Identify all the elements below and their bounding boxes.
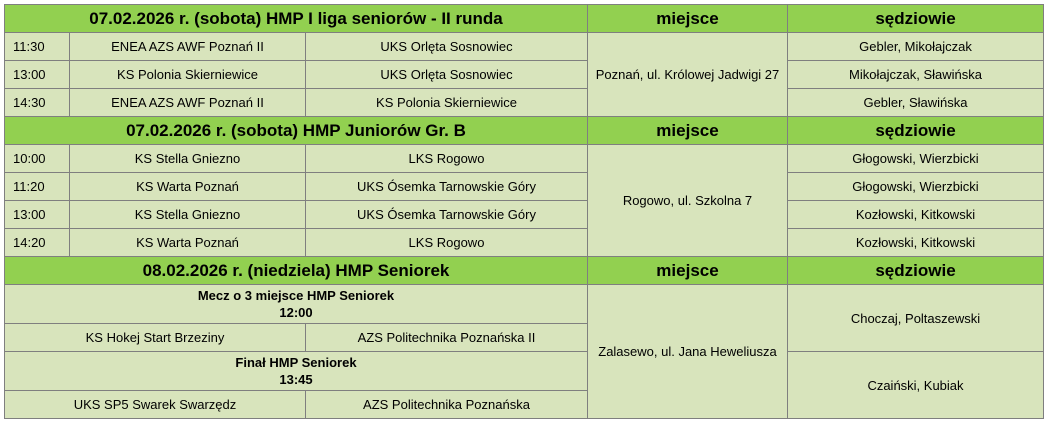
away-team: LKS Rogowo xyxy=(306,145,588,173)
game-heading xyxy=(5,285,588,324)
table-row xyxy=(5,229,1044,257)
referees: Kozłowski, Kitkowski xyxy=(788,229,1044,257)
table-row xyxy=(5,89,1044,117)
referees: Gebler, Sławińska xyxy=(788,89,1044,117)
schedule-table xyxy=(4,4,1044,419)
game-title: Mecz o 3 miejsce HMP Seniorek xyxy=(197,288,395,303)
home-team: KS Hokej Start Brzeziny xyxy=(5,324,306,352)
section1-place-header: miejsce xyxy=(588,5,788,33)
section1-header-row xyxy=(5,5,1044,33)
referees: Kozłowski, Kitkowski xyxy=(788,201,1044,229)
game-title: Finał HMP Seniorek xyxy=(235,355,357,370)
section2-header-row xyxy=(5,117,1044,145)
section3-venue: Zalasewo, ul. Jana Heweliusza xyxy=(588,285,788,419)
section2-referee-header: sędziowie xyxy=(788,117,1044,145)
away-team: UKS Ósemka Tarnowskie Góry xyxy=(306,173,588,201)
home-team: KS Warta Poznań xyxy=(70,229,306,257)
match-time: 14:20 xyxy=(5,229,70,257)
away-team: LKS Rogowo xyxy=(306,229,588,257)
home-team: KS Warta Poznań xyxy=(70,173,306,201)
section1-venue: Poznań, ul. Królowej Jadwigi 27 xyxy=(588,33,788,117)
away-team: KS Polonia Skierniewice xyxy=(306,89,588,117)
home-team: ENEA AZS AWF Poznań II xyxy=(70,89,306,117)
match-time: 13:00 xyxy=(5,201,70,229)
section1-referee-header: sędziowie xyxy=(788,5,1044,33)
section3-place-header: miejsce xyxy=(588,257,788,285)
game-title-row xyxy=(5,285,1044,324)
section3-referee-header: sędziowie xyxy=(788,257,1044,285)
home-team: KS Stella Gniezno xyxy=(70,145,306,173)
table-row xyxy=(5,33,1044,61)
match-time: 10:00 xyxy=(5,145,70,173)
referees: Gebler, Mikołajczak xyxy=(788,33,1044,61)
referees: Mikołajczak, Sławińska xyxy=(788,61,1044,89)
section1-title: 07.02.2026 r. (sobota) HMP I liga seniorów - II runda xyxy=(5,5,588,33)
game-heading xyxy=(5,352,588,391)
home-team: KS Stella Gniezno xyxy=(70,201,306,229)
match-time: 11:20 xyxy=(5,173,70,201)
game-title-row xyxy=(5,352,1044,391)
table-row xyxy=(5,145,1044,173)
table-row xyxy=(5,201,1044,229)
away-team: UKS Orlęta Sosnowiec xyxy=(306,33,588,61)
away-team: UKS Orlęta Sosnowiec xyxy=(306,61,588,89)
match-time: 13:00 xyxy=(5,61,70,89)
table-row xyxy=(5,173,1044,201)
home-team: UKS SP5 Swarek Swarzędz xyxy=(5,391,306,419)
match-time: 14:30 xyxy=(5,89,70,117)
section2-venue: Rogowo, ul. Szkolna 7 xyxy=(588,145,788,257)
home-team: ENEA AZS AWF Poznań II xyxy=(70,33,306,61)
away-team: AZS Politechnika Poznańska xyxy=(306,391,588,419)
table-row xyxy=(5,61,1044,89)
referees: Głogowski, Wierzbicki xyxy=(788,145,1044,173)
referees: Czaiński, Kubiak xyxy=(788,352,1044,419)
away-team: AZS Politechnika Poznańska II xyxy=(306,324,588,352)
referees: Głogowski, Wierzbicki xyxy=(788,173,1044,201)
home-team: KS Polonia Skierniewice xyxy=(70,61,306,89)
referees: Choczaj, Poltaszewski xyxy=(788,285,1044,352)
match-time: 11:30 xyxy=(5,33,70,61)
section2-title: 07.02.2026 r. (sobota) HMP Juniorów Gr. B xyxy=(5,117,588,145)
game-time: 12:00 xyxy=(279,305,313,320)
section2-place-header: miejsce xyxy=(588,117,788,145)
section3-title: 08.02.2026 r. (niedziela) HMP Seniorek xyxy=(5,257,588,285)
game-time: 13:45 xyxy=(279,372,313,387)
section3-header-row xyxy=(5,257,1044,285)
away-team: UKS Ósemka Tarnowskie Góry xyxy=(306,201,588,229)
